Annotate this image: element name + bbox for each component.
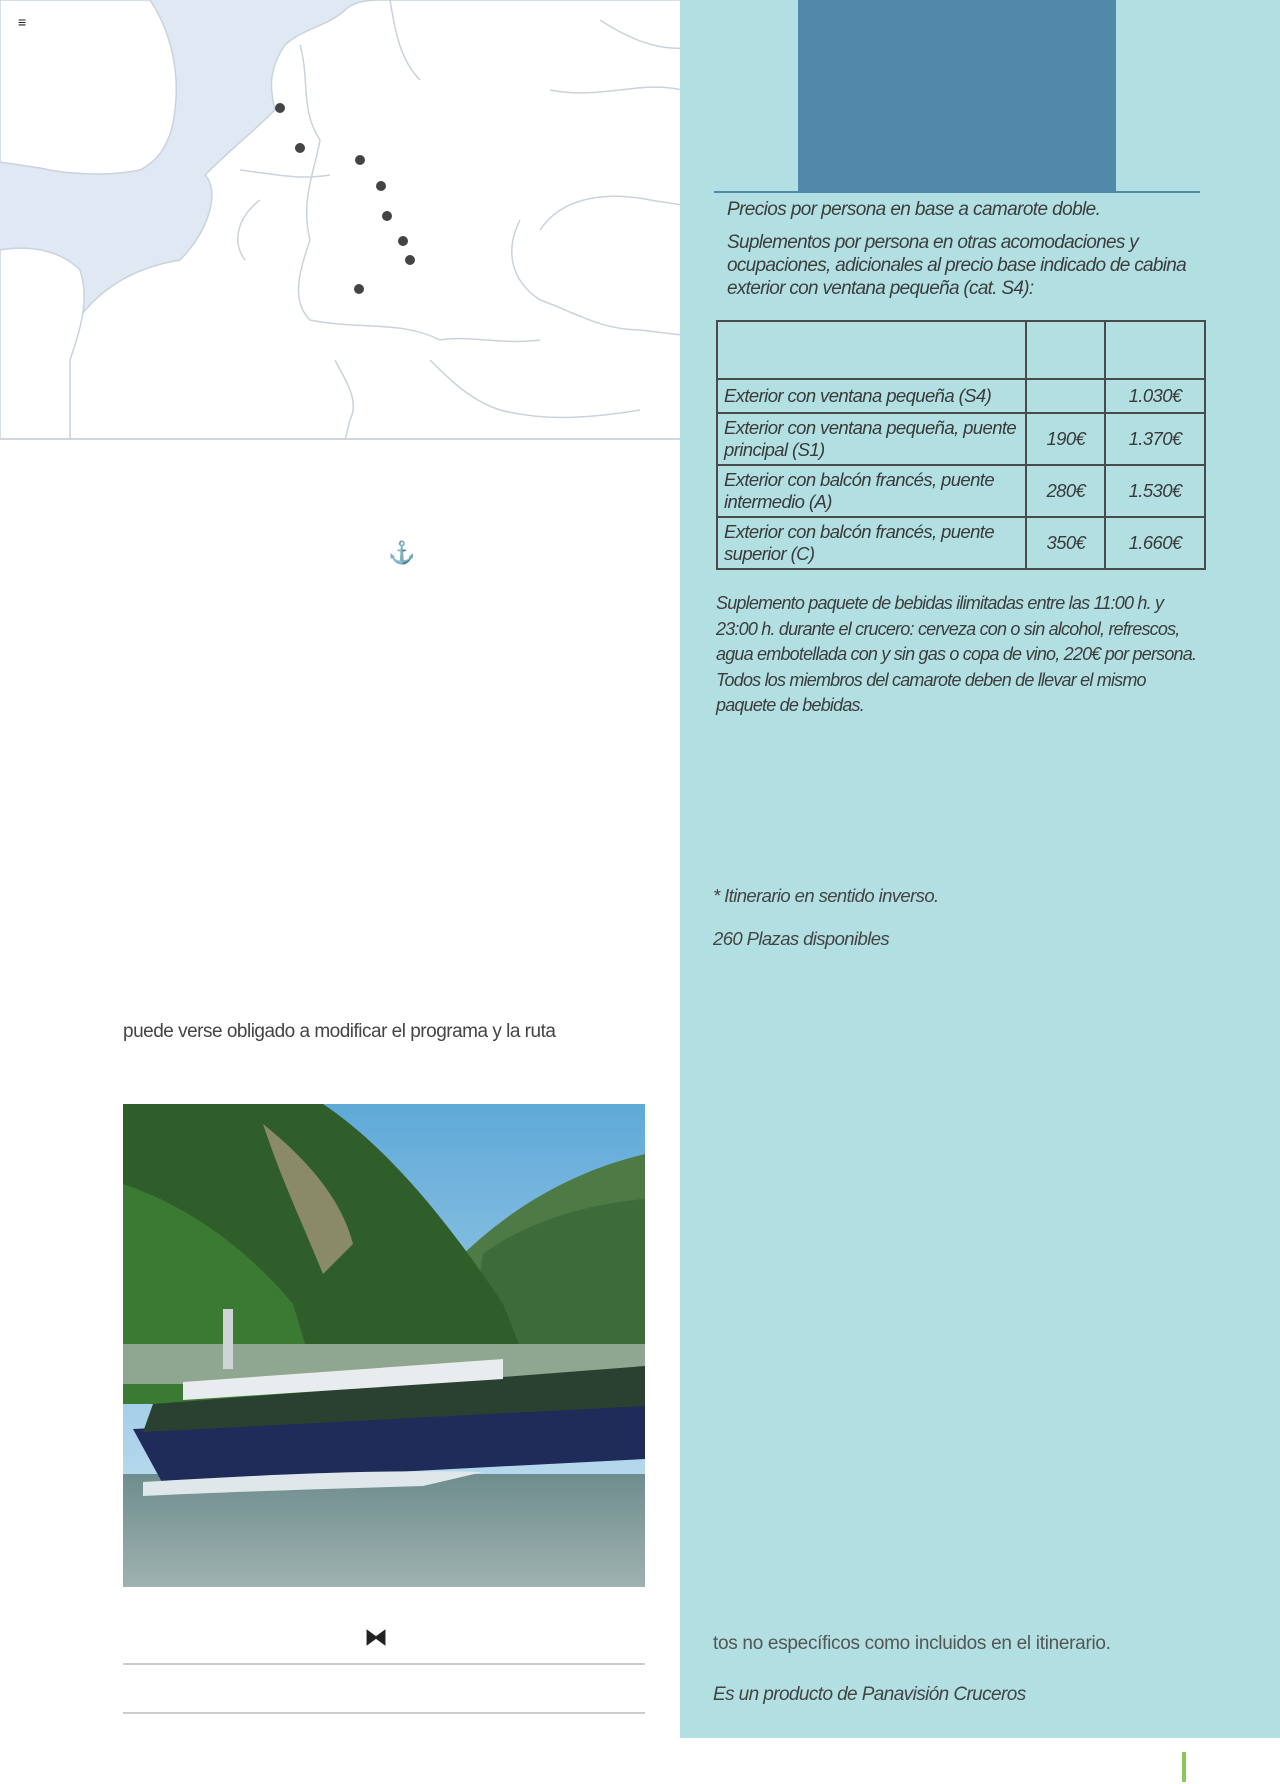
map-stop-dot xyxy=(355,155,365,165)
route-change-note: puede verse obligado a modificar el programa y la ruta xyxy=(123,1021,556,1042)
table-header-row xyxy=(717,321,1205,379)
header-rule xyxy=(714,191,1200,193)
river-cruise-photo xyxy=(123,1104,645,1587)
price-cell: 1.370€ xyxy=(1105,413,1205,465)
supplement-cell: 350€ xyxy=(1026,517,1105,569)
price-cell: 1.530€ xyxy=(1105,465,1205,517)
header-block xyxy=(798,0,1116,192)
table-row xyxy=(717,379,1205,413)
map-stop-dot xyxy=(405,255,415,265)
map-stop-dot xyxy=(376,181,386,191)
drinks-package-text: Suplemento paquete de bebidas ilimitadas entre las 11:00 h. y 23:00 h. durante el crucero: cerveza con o sin alcohol, refrescos, agua embotellada con y sin gas o copa de vino, 220€ por persona. Todos los miembros del camarote deben de llevar el mismo paquete de bebidas. xyxy=(716,593,1197,715)
cabin-type-cell: Exterior con balcón francés, puente superior (C) xyxy=(717,517,1026,569)
inverse-itinerary-note: * Itinerario en sentido inverso. xyxy=(713,885,939,906)
supplements-text: Suplementos por persona en otras acomodaciones y ocupaciones, adicionales al precio base indicado de cabina exterior con ventana pequeña (cat. S4): xyxy=(727,232,1187,299)
price-basis-text: Precios por persona en base a camarote doble. xyxy=(727,199,1101,220)
supplement-cell xyxy=(1026,379,1105,413)
divider-line xyxy=(123,1663,645,1665)
supplement-cell: 280€ xyxy=(1026,465,1105,517)
cabin-type-cell: Exterior con ventana pequeña, puente principal (S1) xyxy=(717,413,1026,465)
cabin-price-table xyxy=(716,320,1206,570)
map-stop-dot xyxy=(354,284,364,294)
map-graphic xyxy=(0,0,682,440)
map-stop-dot xyxy=(382,211,392,221)
anchor-icon: ⚓ xyxy=(388,540,416,565)
price-cell: 1.660€ xyxy=(1105,517,1205,569)
map-stop-dot xyxy=(295,143,305,153)
menu-icon: ≡ xyxy=(18,14,27,30)
available-places: 260 Plazas disponibles xyxy=(713,928,890,949)
divider-line xyxy=(123,1712,645,1714)
cabin-type-cell: Exterior con balcón francés, puente intermedio (A) xyxy=(717,465,1026,517)
table-row xyxy=(717,413,1205,465)
price-cell: 1.030€ xyxy=(1105,379,1205,413)
supplement-cell: 190€ xyxy=(1026,413,1105,465)
table-header-cell xyxy=(717,321,1026,379)
page-marker xyxy=(1182,1752,1186,1782)
table-row xyxy=(717,465,1205,517)
bowtie-icon: ⧓ xyxy=(364,1624,388,1651)
map-stop-dot xyxy=(275,103,285,113)
table-header-cell xyxy=(1105,321,1205,379)
map-bottom-divider xyxy=(0,438,682,440)
cabin-type-cell: Exterior con ventana pequeña (S4) xyxy=(717,379,1026,413)
product-credit: Es un producto de Panavisión Cruceros xyxy=(713,1684,1026,1705)
route-map xyxy=(0,0,682,440)
table-row xyxy=(717,517,1205,569)
map-stop-dot xyxy=(398,236,408,246)
not-included-note: tos no específicos como incluidos en el itinerario. xyxy=(713,1633,1111,1654)
table-header-cell xyxy=(1026,321,1105,379)
